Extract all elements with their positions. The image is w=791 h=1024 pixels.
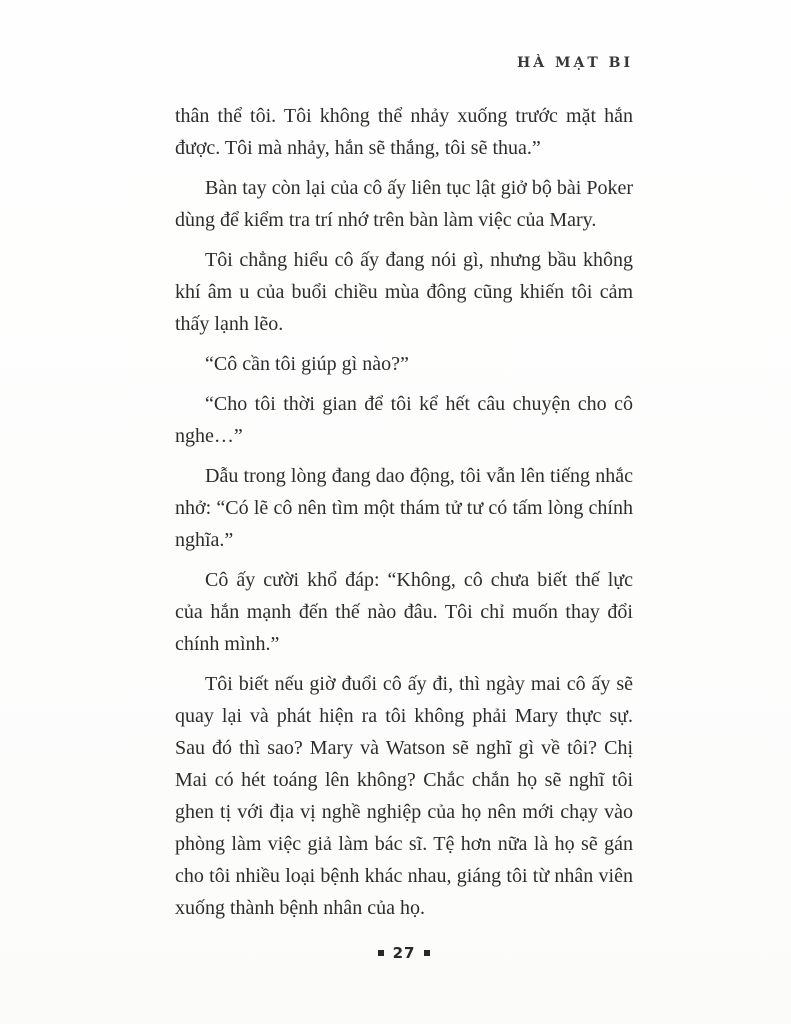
body-paragraph: thân thể tôi. Tôi không thể nhảy xuống trước mặt hắn được. Tôi mà nhảy, hắn sẽ thắng, tôi sẽ thua.” [175, 105, 633, 159]
body-paragraph: Tôi chẳng hiểu cô ấy đang nói gì, nhưng bầu không khí âm u của buổi chiều mùa đông cũng khiến tôi cảm thấy lạnh lẽo. [175, 249, 633, 335]
body-paragraph: Tôi biết nếu giờ đuổi cô ấy đi, thì ngày mai cô ấy sẽ quay lại và phát hiện ra tôi không phải Mary thực sự. Sau đó thì sao? Mary và Watson sẽ nghĩ gì về tôi? Chị Mai có hét toáng lên không? Chắc chắn họ sẽ nghĩ tôi ghen tị với địa vị nghề nghiệp của họ nên mới chạy vào phòng làm việc giả làm bác sĩ. Tệ hơn nữa là họ sẽ gán cho tôi nhiều loại bệnh khác nhau, giáng tôi từ nhân viên xuống thành bệnh nhân của họ. [175, 673, 633, 919]
body-text-block [175, 100, 633, 924]
running-header: HÀ MẠT BI [517, 55, 633, 71]
body-paragraph-dialogue: “Cho tôi thời gian để tôi kể hết câu chuyện cho cô nghe…” [175, 393, 633, 447]
page-number: 27 [392, 944, 416, 962]
body-paragraph: Dẫu trong lòng đang dao động, tôi vẫn lên tiếng nhắc nhở: “Có lẽ cô nên tìm một thám tử tư có tấm lòng chính nghĩa.” [175, 465, 633, 551]
footer-ornament-square-left [378, 950, 384, 956]
footer-ornament-square-right [424, 950, 430, 956]
body-paragraph: Bàn tay còn lại của cô ấy liên tục lật giở bộ bài Poker dùng để kiểm tra trí nhớ trên bàn làm việc của Mary. [175, 177, 633, 231]
page-footer [175, 944, 633, 962]
body-paragraph: Cô ấy cười khổ đáp: “Không, cô chưa biết thế lực của hắn mạnh đến thế nào đâu. Tôi chỉ muốn thay đổi chính mình.” [175, 569, 633, 655]
body-paragraph-dialogue: “Cô cần tôi giúp gì nào?” [205, 353, 409, 375]
